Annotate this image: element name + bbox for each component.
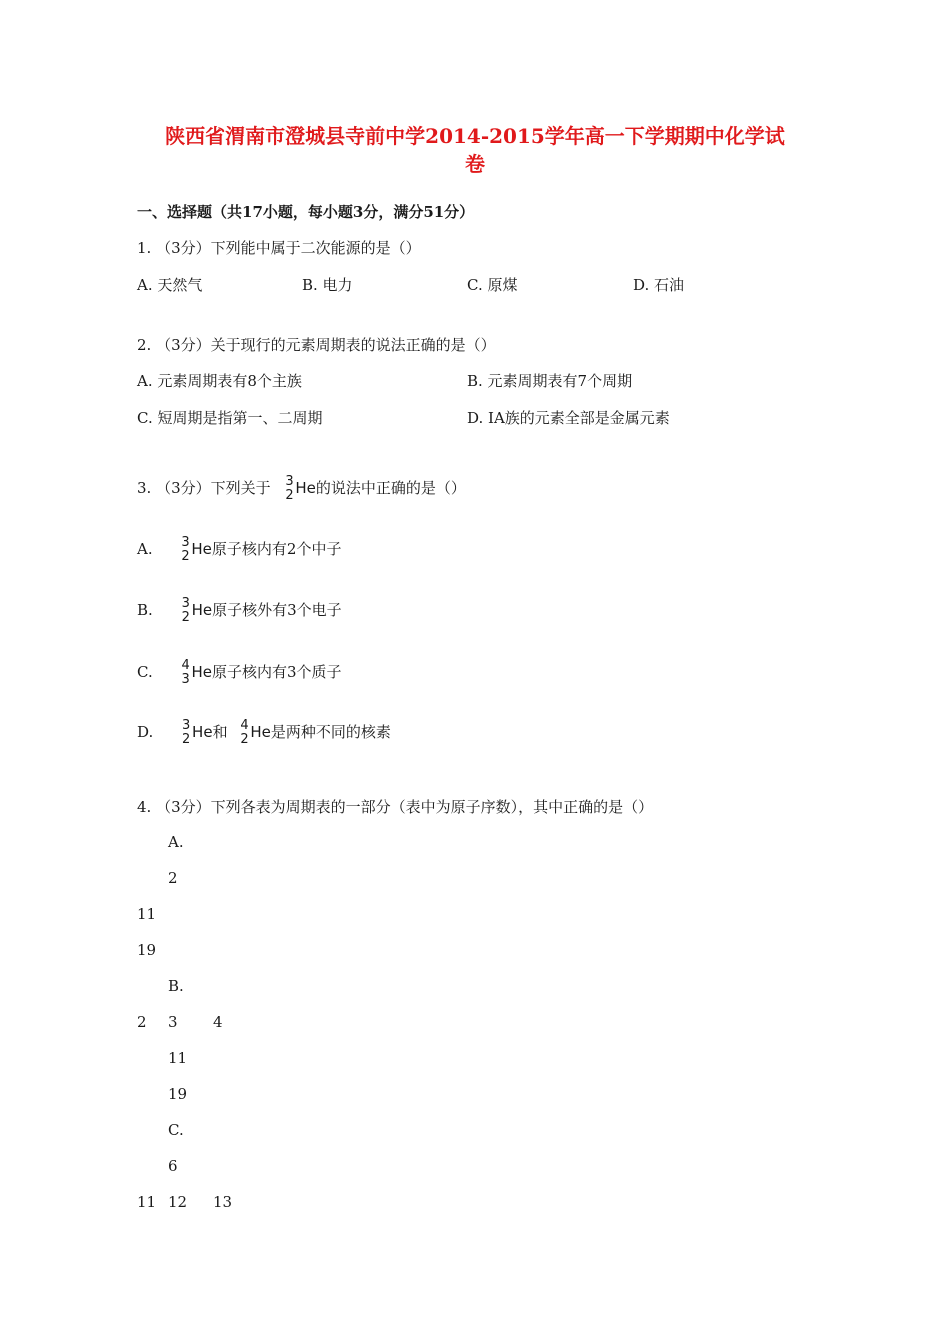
question-1-option-c: C. 原煤 bbox=[467, 276, 518, 294]
isotope-notation: 4 3 bbox=[181, 658, 190, 687]
question-4-stem: 4. （3分）下列各表为周期表的一部分（表中为原子序数），其中正确的是（） bbox=[137, 798, 654, 816]
title-line-2: 卷 bbox=[465, 152, 485, 176]
table-cell: 2 bbox=[137, 1013, 147, 1031]
question-2-option-c: C. 短周期是指第一、二周期 bbox=[137, 409, 323, 427]
question-2-stem: 2. （3分）关于现行的元素周期表的说法正确的是（） bbox=[137, 336, 496, 354]
document-title bbox=[100, 122, 850, 178]
question-4-option-b-label: B. bbox=[168, 977, 184, 995]
isotope-notation: 4 2 bbox=[240, 718, 249, 747]
question-3-stem-prefix: 3. （3分）下列关于 bbox=[137, 479, 271, 497]
question-1-option-d: D. 石油 bbox=[633, 276, 685, 294]
question-4-option-a-label: A. bbox=[168, 833, 184, 851]
question-2-option-b: B. 元素周期表有7个周期 bbox=[467, 372, 633, 390]
isotope-notation: 3 2 bbox=[182, 718, 191, 747]
question-2-option-a: A. 元素周期表有8个主族 bbox=[137, 372, 302, 390]
question-3-stem bbox=[137, 476, 466, 502]
table-cell: 3 bbox=[168, 1013, 178, 1031]
table-cell: 11 bbox=[168, 1049, 188, 1067]
question-3-option-d: D. 3 2 He和 4 2 He是两种不同的核素 bbox=[137, 718, 391, 747]
table-cell: 19 bbox=[168, 1085, 188, 1103]
table-cell: 13 bbox=[213, 1193, 233, 1211]
question-3-stem-suffix: 的说法中正确的是（） bbox=[315, 479, 466, 497]
title-line-1: 陕西省渭南市澄城县寺前中学2014-2015学年高一下学期期中化学试 bbox=[165, 124, 785, 148]
element-symbol: He bbox=[295, 479, 316, 497]
table-cell: 12 bbox=[168, 1193, 188, 1211]
question-4-option-c-label: C. bbox=[168, 1121, 184, 1139]
table-cell: 6 bbox=[168, 1157, 178, 1175]
question-3-option-b: B. 3 2 He原子核外有3个电子 bbox=[137, 596, 342, 625]
question-1-stem: 1. （3分）下列能中属于二次能源的是（） bbox=[137, 239, 421, 257]
section-heading: 一、选择题（共17小题，每小题3分，满分51分） bbox=[137, 203, 475, 221]
table-cell: 2 bbox=[168, 869, 178, 887]
question-2-option-d: D. IA族的元素全部是金属元素 bbox=[467, 409, 670, 427]
isotope-notation: 3 2 bbox=[285, 474, 294, 503]
question-1-option-b: B. 电力 bbox=[302, 276, 353, 294]
question-3-option-c: C. 4 3 He原子核内有3个质子 bbox=[137, 658, 342, 687]
table-cell: 4 bbox=[213, 1013, 223, 1031]
isotope-notation: 3 2 bbox=[181, 535, 190, 564]
table-cell: 11 bbox=[137, 1193, 157, 1211]
isotope-notation: 3 2 bbox=[181, 596, 190, 625]
table-cell: 19 bbox=[137, 941, 157, 959]
question-3-option-a: A. 3 2 He原子核内有2个中子 bbox=[137, 535, 342, 564]
table-cell: 11 bbox=[137, 905, 157, 923]
question-1-option-a: A. 天然气 bbox=[137, 276, 203, 294]
